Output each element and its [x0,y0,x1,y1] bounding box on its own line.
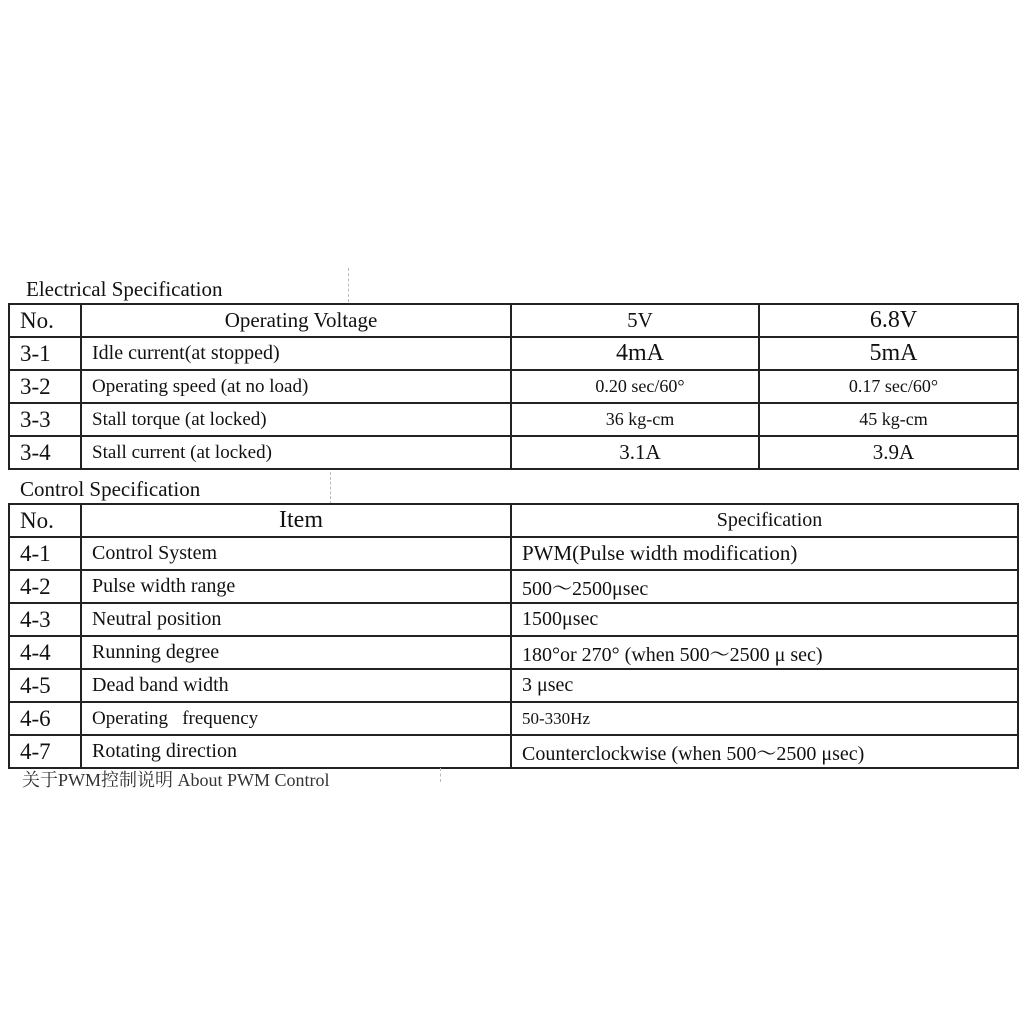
row-no: 4-3 [9,603,81,636]
row-value-5v: 3.1A [511,436,759,469]
electrical-spec-table [8,303,1019,470]
footer-divider [440,768,441,782]
table-header-row [9,504,1018,537]
row-value-6-8v: 5mA [759,337,1018,370]
header-operating-voltage: Operating Voltage [81,304,511,337]
row-spec: 1500μsec [511,603,1018,636]
header-no: No. [9,304,81,337]
table-row [9,702,1018,735]
table-row [9,636,1018,669]
row-value-6-8v: 3.9A [759,436,1018,469]
row-value-6-8v: 0.17 sec/60° [759,370,1018,403]
row-no: 3-2 [9,370,81,403]
table-row [9,537,1018,570]
control-spec-table [8,503,1019,769]
row-item: Dead band width [81,669,511,702]
row-item: Rotating direction [81,735,511,768]
header-no: No. [9,504,81,537]
row-item: Control System [81,537,511,570]
table-row [9,735,1018,768]
row-value-5v: 4mA [511,337,759,370]
header-specification: Specification [511,504,1018,537]
table-row [9,570,1018,603]
row-no: 4-4 [9,636,81,669]
row-value-5v: 36 kg-cm [511,403,759,436]
row-no: 3-1 [9,337,81,370]
row-no: 3-4 [9,436,81,469]
row-item: Idle current(at stopped) [81,337,511,370]
row-spec: 180°or 270° (when 500～2500 μ sec) [511,636,1018,669]
cutoff-footer-text: 关于PWM控制说明 About PWM Control [22,770,330,790]
table-row [9,403,1018,436]
table-header-row [9,304,1018,337]
row-no: 3-3 [9,403,81,436]
row-spec: 50-330Hz [511,702,1018,735]
row-no: 4-5 [9,669,81,702]
row-item: Running degree [81,636,511,669]
row-spec: 500～2500μsec [511,570,1018,603]
row-item: Stall torque (at locked) [81,403,511,436]
header-voltage-5v: 5V [511,304,759,337]
electrical-title-divider [348,268,349,302]
row-value-5v: 0.20 sec/60° [511,370,759,403]
row-no: 4-1 [9,537,81,570]
table-row [9,337,1018,370]
row-spec: 3 μsec [511,669,1018,702]
electrical-section-title: Electrical Specification [26,277,223,301]
row-value-6-8v: 45 kg-cm [759,403,1018,436]
control-title-divider [330,472,331,504]
row-item: Stall current (at locked) [81,436,511,469]
row-no: 4-2 [9,570,81,603]
row-item: Operating speed (at no load) [81,370,511,403]
row-item: Operating frequency [81,702,511,735]
row-no: 4-7 [9,735,81,768]
row-no: 4-6 [9,702,81,735]
table-row [9,436,1018,469]
table-row [9,603,1018,636]
table-row [9,370,1018,403]
header-voltage-6-8v: 6.8V [759,304,1018,337]
row-spec: PWM(Pulse width modification) [511,537,1018,570]
header-item: Item [81,504,511,537]
row-item: Pulse width range [81,570,511,603]
row-item: Neutral position [81,603,511,636]
control-section-title: Control Specification [20,477,201,501]
table-row [9,669,1018,702]
row-spec: Counterclockwise (when 500～2500 μsec) [511,735,1018,768]
